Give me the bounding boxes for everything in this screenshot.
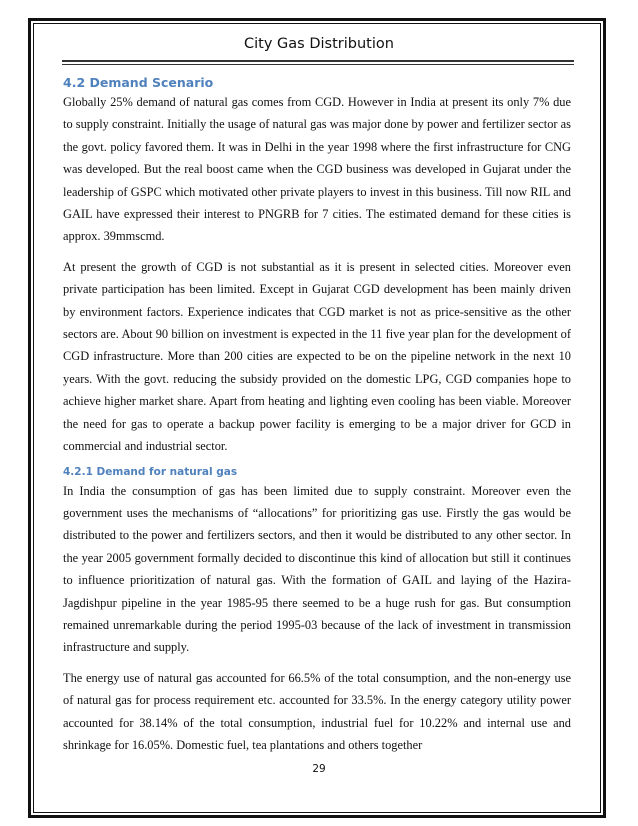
- paragraph: In India the consumption of gas has been limited due to supply constraint. Moreover even the government uses the mechanisms of “allocations” for prioritizing gas use. Firstly the gas would be distributed to the power and fertilizers sectors, and then it would be distributed to any other sector. In the year 2005 government formally decided to discontinue this kind of allocation but still it continues to influence prioritization of natural gas. With the formation of GAIL and laying of the Hazira- Jagdishpur pipeline in the year 1985-95 there seemed to be a huge rush for gas. But consumption remained unremarkable during the period 1995-03 because of the lack of investment in transmission infrastructure and supply.: [63, 483, 571, 655]
- paragraph: Globally 25% demand of natural gas comes from CGD. However in India at present its only 7% due to supply constraint. Initially the usage of natural gas was major done by power and fertilizer sector as the govt. policy favored them. It was in Delhi in the year 1998 where the first infrastructure for CNG was developed. But the real boost came when the CGD business was developed in Gujarat under the leadership of GSPC which motivated other private players to invest in this business. Till now RIL and GAIL have expressed their interest to PNGRB for 7 cities. The estimated demand for these cities is approx. 39mmscmd.: [63, 95, 571, 244]
- paragraph: The energy use of natural gas accounted for 66.5% of the total consumption, and the non-energy use of natural gas for process requirement etc. accounted for 33.5%. In the energy category utility power accounted for 38.14% of the total consumption, industrial fuel for 10.22% and internal use and shrinkage for 16.05%. Domestic fuel, tea plantations and others together: [63, 670, 571, 752]
- page-header-title: City Gas Distribution: [244, 36, 394, 52]
- section-heading: 4.2 Demand Scenario: [63, 75, 214, 90]
- page-number: 29: [312, 763, 326, 775]
- header-rule: [62, 60, 574, 62]
- document-body: [63, 73, 571, 756]
- header-rule-secondary: [62, 64, 574, 65]
- subsection-heading: 4.2.1 Demand for natural gas: [63, 465, 238, 478]
- paragraph: At present the growth of CGD is not substantial as it is present in selected cities. Moreover even private participation has been limited. Except in Gujarat CGD development has been mainly driven by environment factors. Experience indicates that CGD market is not as price-sensitive as the other sectors are. About 90 billion on investment is expected in the 11 five year plan for the development of CGD infrastructure. More than 200 cities are expected to be on the pipeline network in the next 10 years. With the govt. reducing the subsidy provided on the domestic LPG, CGD companies hope to achieve higher market share. Apart from heating and lighting even cooling has been viable. Moreover the need for gas to operate a backup power facility is emerging to be a major driver for GCD in commercial and industrial sector.: [63, 259, 571, 454]
